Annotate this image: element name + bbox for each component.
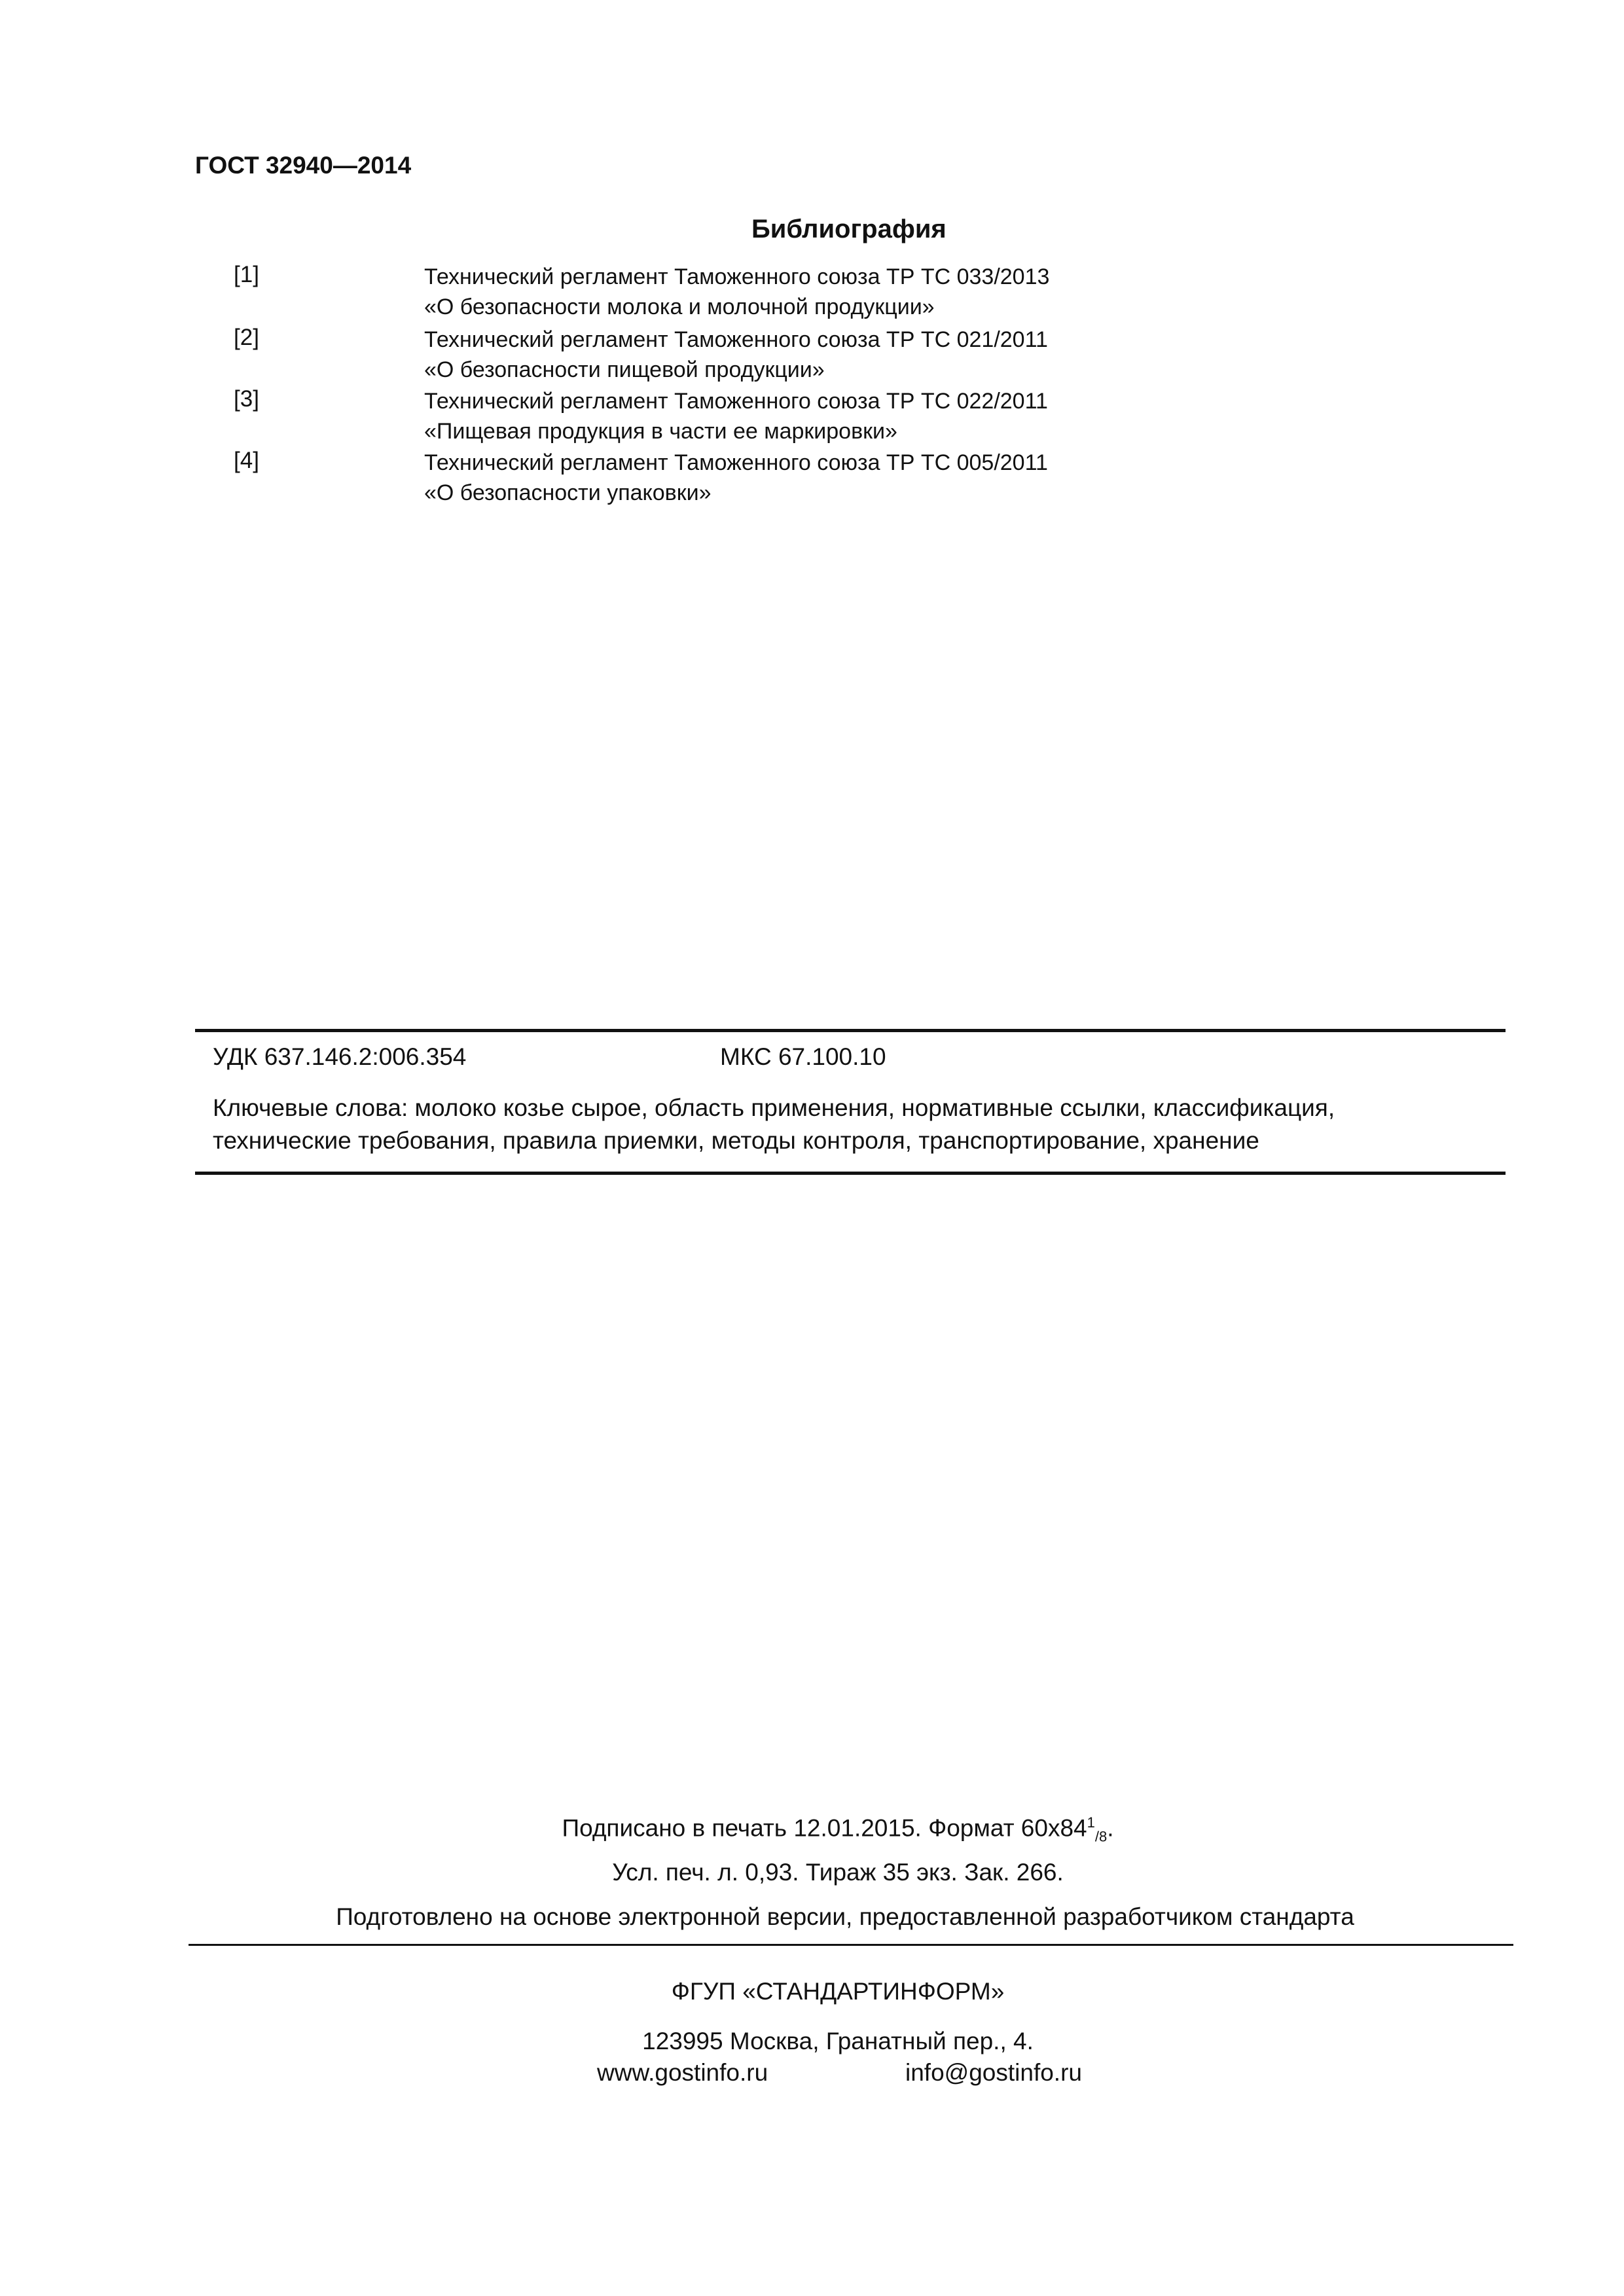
entry-number: [3]	[234, 386, 259, 412]
publisher-address: 123995 Москва, Гранатный пер., 4.	[642, 2028, 1034, 2054]
prepared-note: Подготовлено на основе электронной версии, предоставленной разработчиком стандарта	[336, 1903, 1354, 1930]
bibliography-title: Библиография	[751, 215, 947, 243]
format-end: .	[1107, 1814, 1114, 1842]
entry-title-line2: «О безопасности упаковки»	[424, 480, 712, 505]
format-superscript: 1	[1087, 1814, 1095, 1831]
entry-title-line2: «О безопасности молока и молочной продукции»	[424, 295, 935, 319]
standard-code: ГОСТ 32940—2014	[195, 152, 412, 179]
entry-title-line2: «Пищевая продукция в части ее маркировки»	[424, 419, 897, 444]
signed-line	[314, 1814, 1362, 1846]
keywords-line2: технические требования, правила приемки, методы контроля, транспортирование, хранение	[213, 1127, 1259, 1154]
entry-number: [4]	[234, 448, 259, 473]
publisher-email[interactable]: info@gostinfo.ru	[905, 2059, 1082, 2086]
format-subscript: /8	[1094, 1828, 1108, 1845]
keywords-line1: Ключевые слова: молоко козье сырое, область применения, нормативные ссылки, классификация,	[213, 1094, 1335, 1121]
publisher-name: ФГУП «СТАНДАРТИНФОРМ»	[671, 1978, 1005, 2005]
signed-text: Подписано в печать 12.01.2015. Формат 60x84	[562, 1814, 1087, 1842]
udk-code: УДК 637.146.2:006.354	[213, 1043, 467, 1070]
entry-title-line1: Технический регламент Таможенного союза ТР ТС 005/2011	[424, 450, 1048, 475]
entry-title-line1: Технический регламент Таможенного союза ТР ТС 033/2013	[424, 264, 1050, 289]
print-details: Усл. печ. л. 0,93. Тираж 35 экз. Зак. 266.	[612, 1859, 1064, 1886]
entry-title-line1: Технический регламент Таможенного союза ТР ТС 021/2011	[424, 327, 1048, 352]
keywords	[213, 1092, 1335, 1157]
top-divider	[195, 1029, 1506, 1032]
mks-code: МКС 67.100.10	[720, 1043, 886, 1070]
publisher-website[interactable]: www.gostinfo.ru	[597, 2059, 768, 2086]
entry-number: [1]	[234, 262, 259, 287]
entry-title-line1: Технический регламент Таможенного союза ТР ТС 022/2011	[424, 389, 1048, 414]
imprint-divider	[189, 1944, 1513, 1946]
entry-number: [2]	[234, 325, 259, 350]
bottom-divider	[195, 1172, 1506, 1175]
entry-title-line2: «О безопасности пищевой продукции»	[424, 357, 825, 382]
